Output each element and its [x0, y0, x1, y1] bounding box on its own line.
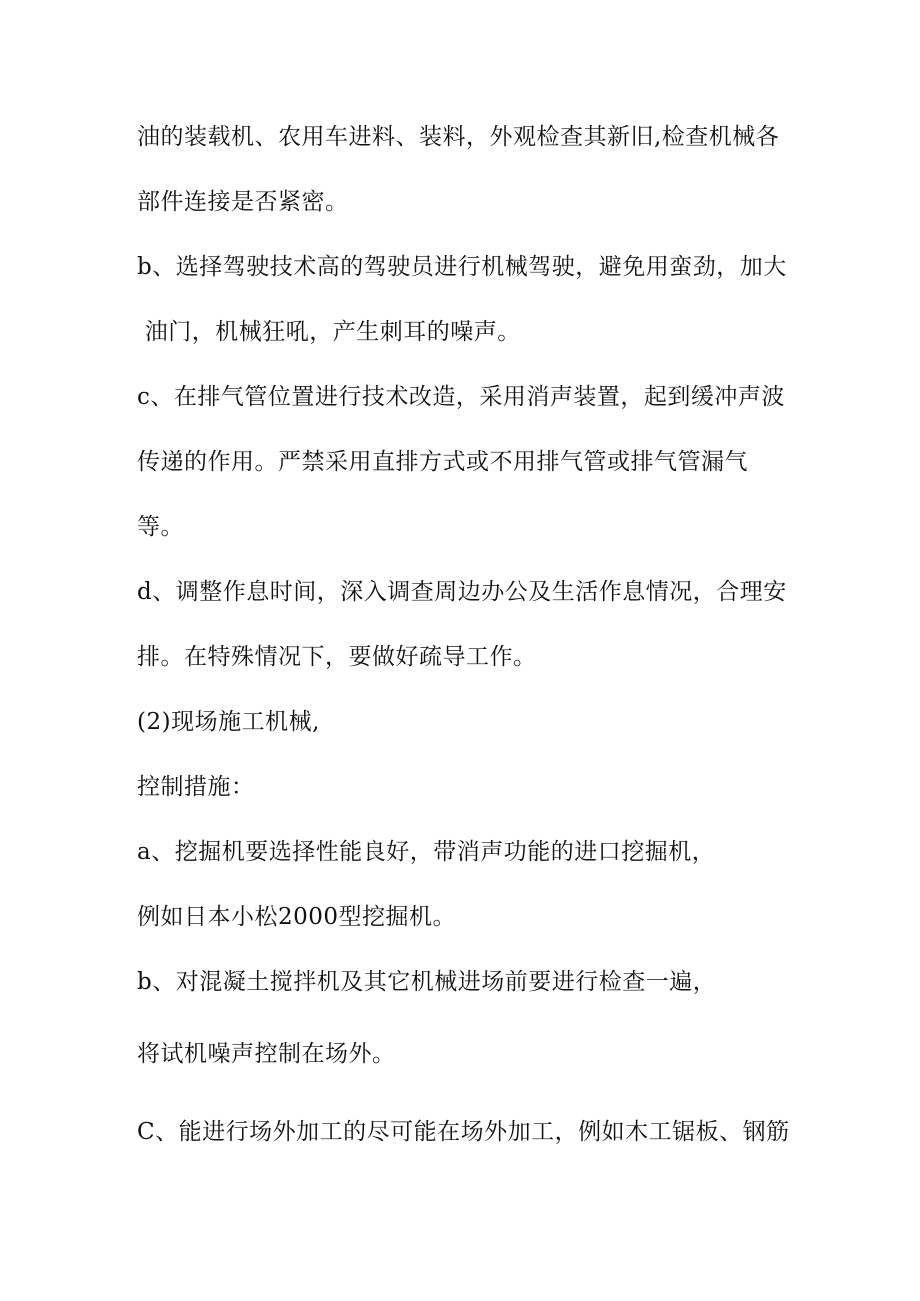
text-line: 油的装载机、农用车进料、装料，外观检查其新旧,检查机械各 [137, 124, 780, 150]
text-line: 控制措施： [137, 774, 255, 800]
text-line: c、在排气管位置进行技术改造，采用消声装置，起到缓冲声波 [137, 384, 785, 410]
text-line: 油门，机械狂吼，产生刺耳的噪声。 [137, 319, 521, 345]
text-line: 传递的作用。严禁采用直排方式或不用排气管或排气管漏气 [137, 449, 748, 475]
text-line: d、调整作息时间，深入调查周边办公及生活作息情况，合理安 [137, 579, 787, 605]
text-line: 部件连接是否紧密。 [137, 189, 349, 215]
text-line: (2)现场施工机械, [137, 709, 320, 735]
text-line: 等。 [137, 514, 184, 540]
text-line: b、对混凝土搅拌机及其它机械进场前要进行检查一遍， [137, 969, 717, 995]
text-line: C、能进行场外加工的尽可能在场外加工，例如木工锯板、钢筋 [137, 1119, 790, 1145]
text-line: 例如日本小松2000型挖掘机。 [137, 904, 457, 930]
text-line: a、挖掘机要选择性能良好，带消声功能的进口挖掘机， [137, 839, 716, 865]
text-line: 排。在特殊情况下，要做好疏导工作。 [137, 644, 537, 670]
text-line: 将试机噪声控制在场外。 [137, 1041, 396, 1067]
text-line: b、选择驾驶技术高的驾驶员进行机械驾驶，避免用蛮劲，加大 [137, 254, 787, 280]
